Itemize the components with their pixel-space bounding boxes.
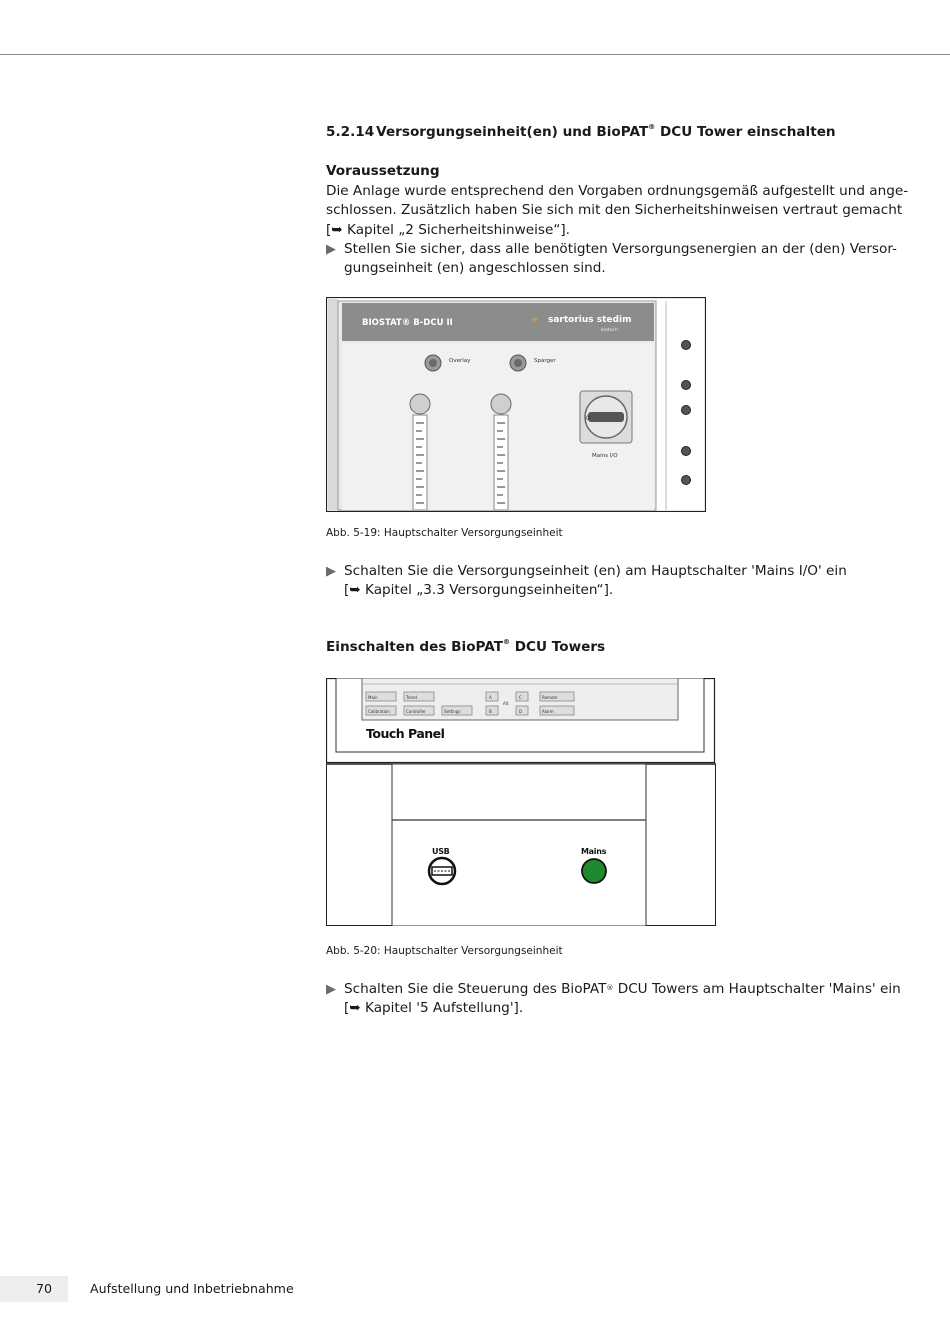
prerequisite-line-3: [➥ Kapitel „2 Sicherheitshinweise“].: [326, 221, 570, 238]
bullet-line-2: [➥ Kapitel „3.3 Versorgungseinheiten“].: [344, 582, 614, 599]
mains-switch-button: [582, 859, 606, 883]
screen-button-settings: Settings: [444, 709, 461, 714]
tower-heading-end: DCU Towers: [510, 639, 606, 655]
screen-button-main: Main: [368, 695, 378, 700]
usb-label: USB: [432, 847, 450, 856]
overlay-valve: [425, 355, 441, 371]
tower-heading: [326, 639, 605, 655]
bullet-line-2: gungseinheit (en) angeschlossen sind.: [344, 260, 606, 277]
prerequisite-line-2: schlossen. Zusätzlich haben Sie sich mit den Sicherheitshinweisen vertraut gemacht: [326, 202, 903, 219]
screen-label-alt: Alt: [503, 701, 509, 706]
svg-text:✳: ✳: [531, 316, 539, 326]
prerequisite-text: [326, 182, 909, 240]
mains-switch-icon: [580, 391, 632, 443]
bullet-line-2: [➥ Kapitel '5 Aufstellung'].: [344, 1000, 524, 1017]
prerequisite-heading: Voraussetzung: [326, 163, 440, 179]
sparger-valve: [510, 355, 526, 371]
triangle-bullet-icon: ▶: [326, 242, 336, 257]
header-rule: [0, 54, 950, 55]
screen-button-trend: Trend: [406, 695, 417, 700]
figure1-caption: Abb. 5-19: Hauptschalter Versorgungseinheit: [326, 527, 563, 539]
screen-button-alarm: Alarm: [542, 709, 554, 714]
bullet3-text-start: Schalten Sie die Steuerung des BioPAT: [344, 981, 607, 997]
triangle-bullet-icon: ▶: [326, 564, 336, 579]
brand-name: sartorius stedim: [548, 315, 632, 325]
bullet-line-1: Schalten Sie die Versorgungseinheit (en) am Hauptschalter 'Mains I/O' ein: [344, 563, 847, 579]
figure-supply-unit: [326, 297, 706, 512]
page-number: 70: [36, 1281, 53, 1296]
section-heading: [326, 124, 836, 140]
registered-mark: ®: [503, 638, 510, 646]
section-title-start: Versorgungseinheit(en) und BioPAT: [376, 124, 649, 140]
overlay-label: Overlay: [449, 358, 471, 364]
screen-button-calibration: Calibration: [368, 709, 390, 714]
bullet-line-1: [326, 980, 901, 999]
usb-port-icon: [429, 858, 455, 884]
section-title-end: DCU Tower einschalten: [655, 124, 836, 140]
triangle-bullet-icon: ▶: [326, 982, 336, 997]
bullet-switch-tower: [326, 980, 901, 1019]
registered-mark: ®: [648, 123, 656, 131]
panel-title: BIOSTAT® B-DCU II: [362, 318, 453, 328]
screen-button-remote: Remote: [542, 695, 558, 700]
prerequisite-line-1: Die Anlage wurde entsprechend den Vorgaben ordnungsgemäß aufgestellt und ange-: [326, 183, 909, 199]
screen-button-d: D: [519, 709, 523, 714]
flowmeter-overlay: [410, 394, 430, 510]
bullet3-text-end: DCU Towers am Hauptschalter 'Mains' ein: [613, 981, 901, 997]
tower-heading-start: Einschalten des BioPAT: [326, 639, 503, 655]
svg-text:0: 0: [586, 415, 590, 422]
screen-button-b: B: [489, 709, 492, 714]
mains-io-label: Mains I/O: [592, 453, 618, 459]
screen-button-a: A: [489, 695, 492, 700]
section-number: 5.2.14: [326, 124, 375, 140]
sparger-label: Sparger: [534, 358, 556, 364]
brand-sub: biotech: [601, 328, 618, 333]
mains-label: Mains: [581, 847, 607, 856]
figure-dcu-tower: [326, 678, 716, 926]
touch-panel-label: Touch Panel: [366, 726, 445, 741]
screen-button-c: C: [519, 695, 522, 700]
registered-mark: ®: [606, 984, 614, 992]
bullet-check-supply: [326, 240, 897, 279]
footer-chapter-title: Aufstellung und Inbetriebnahme: [90, 1281, 294, 1296]
figure2-caption: Abb. 5-20: Hauptschalter Versorgungseinheit: [326, 945, 563, 957]
flowmeter-sparger: [491, 394, 511, 510]
bullet-switch-supply: [326, 562, 886, 601]
footer-page-box: [0, 1276, 68, 1302]
screen-button-controller: Controller: [406, 709, 426, 714]
bullet-line-1: Stellen Sie sicher, dass alle benötigten Versorgungsenergien an der (den) Versor-: [344, 241, 897, 257]
